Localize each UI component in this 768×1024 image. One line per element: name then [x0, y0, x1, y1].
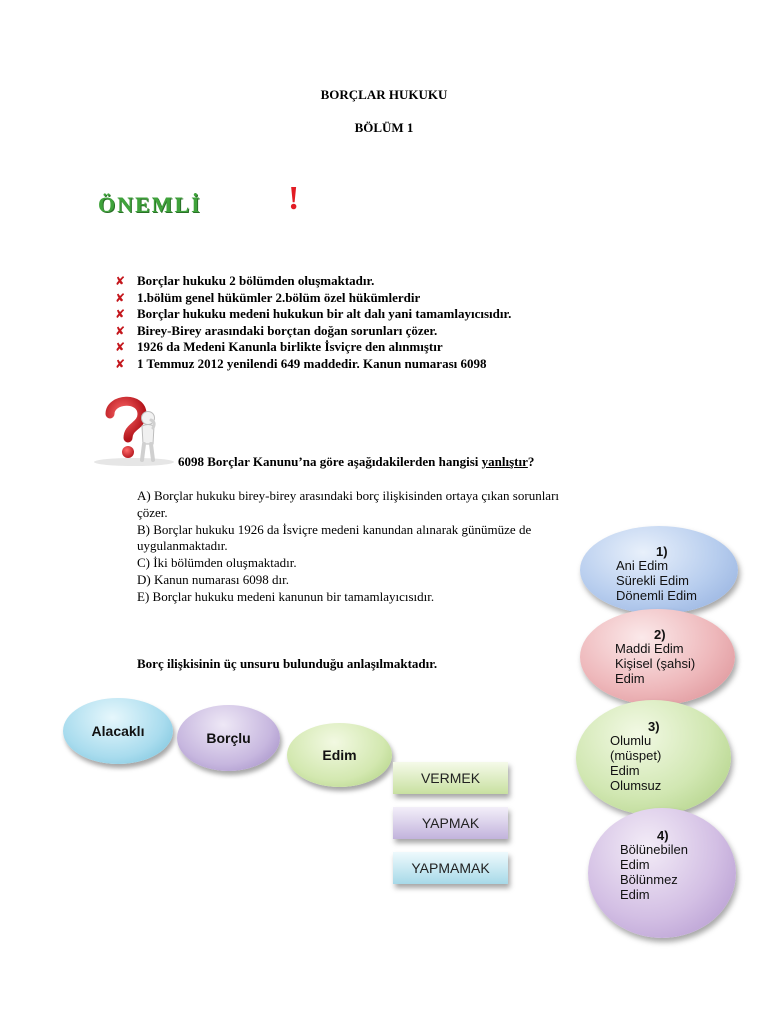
x-mark-icon: ✘ [115, 307, 126, 321]
option-line: D) Kanun numarası 6098 dır. [137, 571, 290, 587]
list-item [115, 306, 511, 323]
element-edim: Edim [287, 723, 392, 787]
category-2 [580, 609, 735, 705]
category-line: Maddi Edim [615, 641, 684, 656]
question-prefix: 6098 Borçlar Kanunu’na göre aşağıdakilerden hangisi [178, 454, 482, 469]
question-suffix: ? [527, 454, 535, 469]
element-alacakli: Alacaklı [63, 698, 173, 764]
category-line: Olumlu [610, 733, 652, 748]
category-line: Edim [610, 763, 640, 778]
category-number: 4) [657, 828, 669, 843]
option-line: çözer. [137, 504, 168, 520]
category-3 [576, 700, 731, 815]
option-line: uygulanmaktadır. [137, 538, 228, 554]
list-item-text: Borçlar hukuku medeni hukukun bir alt dalı yani tamamlayıcısıdır. [137, 306, 512, 321]
list-item-text: 1 Temmuz 2012 yenilendi 649 maddedir. Kanun numarası 6098 [137, 355, 487, 371]
category-line: Bölünmez [620, 872, 678, 887]
list-item [115, 323, 511, 340]
question-text [178, 454, 534, 470]
list-item [115, 356, 511, 373]
option-line: B) Borçlar hukuku 1926 da İsviçre medeni kanundan alınarak günümüze de [137, 521, 532, 537]
edim-type-vermek: VERMEK [393, 762, 508, 794]
category-number: 3) [648, 719, 660, 734]
category-line: Dönemli Edim [616, 588, 697, 603]
option-line: A) Borçlar hukuku birey-birey arasındaki borç ilişkisinden ortaya çıkan sorunları [137, 488, 560, 503]
category-number: 2) [654, 627, 666, 642]
question-mark-person-icon [90, 392, 178, 466]
option-line: C) İki bölümden oluşmaktadır. [137, 555, 297, 571]
category-line: Olumsuz [610, 778, 662, 793]
list-item-text: 1.bölüm genel hükümler 2.bölüm özel hükümlerdir [137, 289, 421, 305]
category-line: Bölünebilen [620, 842, 688, 857]
bullet-list [115, 273, 511, 372]
list-item [115, 339, 511, 356]
question-underlined: yanlıştır [481, 454, 528, 469]
option-line: E) Borçlar hukuku medeni kanunun bir tamamlayıcısıdır. [137, 588, 435, 604]
edim-type-yapmak: YAPMAK [393, 807, 508, 839]
x-mark-icon: ✘ [115, 274, 126, 288]
category-line: Edim [615, 671, 645, 686]
onemli-word: ÖNEMLİ [98, 192, 202, 217]
category-number: 1) [656, 544, 668, 559]
category-4 [588, 808, 736, 938]
document-title: BORÇLAR HUKUKU [320, 87, 448, 102]
edim-type-yapmamak: YAPMAMAK [393, 852, 508, 884]
x-mark-icon: ✘ [115, 290, 126, 305]
list-item-text: Borçlar hukuku 2 bölümden oluşmaktadır. [137, 273, 375, 288]
list-item-text: Birey-Birey arasındaki borçtan doğan sorunları çözer. [137, 322, 438, 338]
x-mark-icon: ✘ [115, 323, 126, 338]
statement-text: Borç ilişkisinin üç unsuru bulunduğu anlaşılmaktadır. [137, 656, 438, 671]
list-item [115, 273, 511, 290]
x-mark-icon: ✘ [115, 356, 126, 371]
list-item [115, 290, 511, 307]
category-line: Sürekli Edim [616, 573, 689, 588]
category-1 [580, 526, 738, 614]
category-line: Ani Edim [616, 558, 669, 573]
list-item-text: 1926 da Medeni Kanunla birlikte İsviçre den alınmıştır [137, 339, 443, 354]
document-subtitle: BÖLÜM 1 [354, 120, 414, 135]
x-mark-icon: ✘ [115, 340, 126, 354]
category-line: (müspet) [610, 748, 662, 763]
category-line: Edim [620, 887, 650, 902]
exclamation-icon: ! [288, 180, 300, 217]
category-line: Edim [620, 857, 650, 872]
element-borclu: Borçlu [177, 705, 280, 771]
category-line: Kişisel (şahsi) [615, 656, 696, 671]
